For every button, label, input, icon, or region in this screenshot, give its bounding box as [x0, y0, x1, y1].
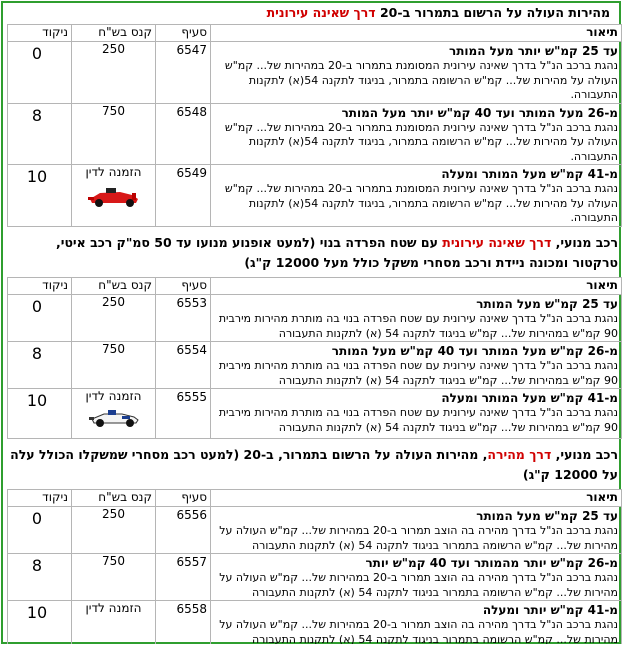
- section2-heading-red: דרך שאינה עירונית: [442, 235, 552, 250]
- fines-document: [4, 4, 622, 644]
- red-race-car-icon: [86, 183, 142, 209]
- row-section: 6558: [156, 601, 211, 645]
- row-section: 6556: [156, 507, 211, 554]
- row-heading: מ-26 קמ"ש מעל המותר ועד 40 קמ"ש מעל המותר: [331, 344, 618, 358]
- row-fine-text: הזמנה לדין: [85, 165, 142, 179]
- header-points: ניקוד: [8, 278, 72, 295]
- table-row: [8, 342, 622, 389]
- section1-title-text: מהירות העולה על הרשום בתמרור ב-20: [379, 5, 610, 20]
- row-points: 8: [8, 554, 72, 601]
- header-section: סעיף: [156, 490, 211, 507]
- row-text: נהגת ברכב הנ"ל בדרך שאינה עירונית המסומנת בתמרור ב-20 במהירות של... קמ"ש העולה על מהירות של... קמ"ש הרשומה בתמרור, בניגוד לתקנה 54(א) לתקנות התעבורה.: [224, 120, 618, 163]
- header-points: ניקוד: [8, 25, 72, 42]
- section2-table: [7, 277, 622, 439]
- header-section: סעיף: [156, 25, 211, 42]
- header-desc: תיאור: [211, 25, 622, 42]
- row-fine: 750: [72, 103, 156, 165]
- table-row: [8, 389, 622, 439]
- section2-heading: [4, 227, 622, 277]
- row-desc: [211, 389, 622, 439]
- row-text: נהגת ברכב הנ"ל בדרך שאינה עירונית עם שטח הפרדה בנוי בה מותרת מהירות מירבית 90 קמ"ש במהירות של... קמ"ש בניגוד לתקנה 54 (א) לתקנות התעבורה: [218, 359, 618, 387]
- row-text: נהגת ברכב הנ"ל בדרך מהירה בה הוצב תמרור ב-20 במהירות של... קמ"ש העולה על מהירות של... קמ"ש הרשומה בתמרור בניגוד לתקנה 54 (א) לתקנות התעבורה: [219, 571, 618, 599]
- row-text: נהגת ברכב הנ"ל בדרך מהירה בה הוצב תמרור ב-20 במהירות של... קמ"ש העולה על מהירות של... קמ"ש הרשומה בתמרור בניגוד לתקנה 54 (א) לתקנות התעבורה: [219, 618, 618, 644]
- row-heading: מ-41 קמ"ש מעל המותר ומעלה: [441, 391, 618, 405]
- white-race-car-icon: [86, 407, 142, 429]
- row-points: 8: [8, 342, 72, 389]
- row-section: 6555: [156, 389, 211, 439]
- row-fine: [72, 165, 156, 227]
- table-header-row: [8, 278, 622, 295]
- row-fine: 250: [72, 42, 156, 104]
- table-row: [8, 507, 622, 554]
- row-fine: 250: [72, 507, 156, 554]
- row-fine: 750: [72, 342, 156, 389]
- header-points: ניקוד: [8, 490, 72, 507]
- section2-heading-text2: עם שטח הפרדה בנוי (למעט אופנוע מנועו עד 50 סמ"ק רכב איטי, טרקטור ומכונה ניידת ורכב מסחרי משקל כולל מעל 12000 ק"ג): [56, 235, 618, 270]
- section1-title: [4, 4, 622, 24]
- section3-heading: [4, 439, 622, 489]
- row-points: 0: [8, 295, 72, 342]
- header-section: סעיף: [156, 278, 211, 295]
- row-points: 8: [8, 103, 72, 165]
- row-fine: 250: [72, 295, 156, 342]
- header-fine: קנס בש"ח: [72, 278, 156, 295]
- section3-heading-text2: , מהירות העולה על הרשום בתמרור, ב-20 (למעט רכב מסחרי שמשקלו הכולל עלה על 12000 ק"ג): [10, 447, 618, 482]
- row-points: 10: [8, 601, 72, 645]
- row-heading: עד 25 קמ"ש יותר מעל המותר: [449, 44, 618, 58]
- row-fine: 750: [72, 554, 156, 601]
- row-heading: מ-26 מעל המותר ועד 40 קמ"ש יותר מעל המותר: [341, 105, 618, 120]
- row-text: נהגת ברכב הנ"ל בדרך שאינה עירונית עם שטח הפרדה בנוי בה מותרת מהירות מירבית 90 קמ"ש במהירות של... קמ"ש בניגוד לתקנה 54 (א) לתקנות התעבורה: [218, 406, 618, 434]
- row-desc: [211, 295, 622, 342]
- row-section: 6549: [156, 165, 211, 227]
- row-heading: מ-41 קמ"ש יותר ומעלה: [482, 603, 618, 617]
- table-row: [8, 103, 622, 165]
- row-desc: [211, 507, 622, 554]
- row-heading: עד 25 קמ"ש מעל המותר: [476, 509, 618, 523]
- row-desc: [211, 42, 622, 104]
- header-desc: תיאור: [211, 490, 622, 507]
- header-desc: תיאור: [211, 278, 622, 295]
- section1-title-red: דרך שאינה עירונית: [266, 5, 376, 20]
- row-desc: [211, 165, 622, 227]
- row-section: 6557: [156, 554, 211, 601]
- table-row: [8, 554, 622, 601]
- row-section: 6547: [156, 42, 211, 104]
- section2-heading-text1: רכב מנועי,: [555, 235, 618, 250]
- header-fine: קנס בש"ח: [72, 25, 156, 42]
- row-points: 0: [8, 507, 72, 554]
- table-row: [8, 601, 622, 645]
- row-section: 6554: [156, 342, 211, 389]
- row-points: 10: [8, 389, 72, 439]
- header-fine: קנס בש"ח: [72, 490, 156, 507]
- row-section: 6553: [156, 295, 211, 342]
- table-header-row: [8, 490, 622, 507]
- row-desc: [211, 103, 622, 165]
- row-text: נהגת ברכב הנ"ל בדרך שאינה עירונית עם שטח הפרדה בנוי בה מותרת מהירות מירבית 90 קמ"ש במהירות של... קמ"ש בניגוד לתקנה 54 (א) לתקנות התעבורה: [218, 312, 618, 340]
- table-row: [8, 42, 622, 104]
- row-fine: הזמנה לדין: [72, 601, 156, 645]
- row-heading: עד 25 קמ"ש מעל המותר: [476, 297, 618, 311]
- section1-table: [7, 24, 622, 227]
- row-heading: מ-26 קמ"ש יותר מהמותר ועד 40 קמ"ש יותר: [365, 556, 618, 570]
- row-text: נהגת ברכב הנ"ל בדרך שאינה עירונית המסומנת בתמרור ב-20 במהירות של... קמ"ש העולה על מהירות של... קמ"ש הרשומה בתמרור, בניגוד לתקנה 54(א) לתקנות התעבורה.: [224, 182, 618, 224]
- row-points: 0: [8, 42, 72, 104]
- row-section: 6548: [156, 103, 211, 165]
- section3-heading-text1: רכב מנועי,: [555, 447, 618, 462]
- section3-table: [7, 489, 622, 644]
- row-fine: [72, 389, 156, 439]
- table-row: [8, 295, 622, 342]
- row-text: נהגת ברכב הנ"ל בדרך שאינה עירונית המסומנת בתמרור ב-20 במהירות של... קמ"ש העולה על מהירות של... קמ"ש הרשומה בתמרור, בניגוד לתקנה 54(א) לתקנות התעבורה.: [224, 59, 618, 101]
- row-heading: מ-41 קמ"ש מעל המותר ומעלה: [441, 167, 618, 181]
- row-desc: [211, 342, 622, 389]
- row-desc: [211, 601, 622, 645]
- row-text: נהגת ברכב הנ"ל בדרך מהירה בה הוצב תמרור ב-20 במהירות של... קמ"ש העולה על מהירות של... קמ"ש הרשומה בתמרור בניגוד לתקנה 54 (א) לתקנות התעבורה: [219, 524, 618, 552]
- section3-heading-red: דרך מהירה: [487, 447, 552, 462]
- row-desc: [211, 554, 622, 601]
- table-header-row: [8, 25, 622, 42]
- row-fine-text: הזמנה לדין: [85, 389, 142, 403]
- row-points: 10: [8, 165, 72, 227]
- table-row: [8, 165, 622, 227]
